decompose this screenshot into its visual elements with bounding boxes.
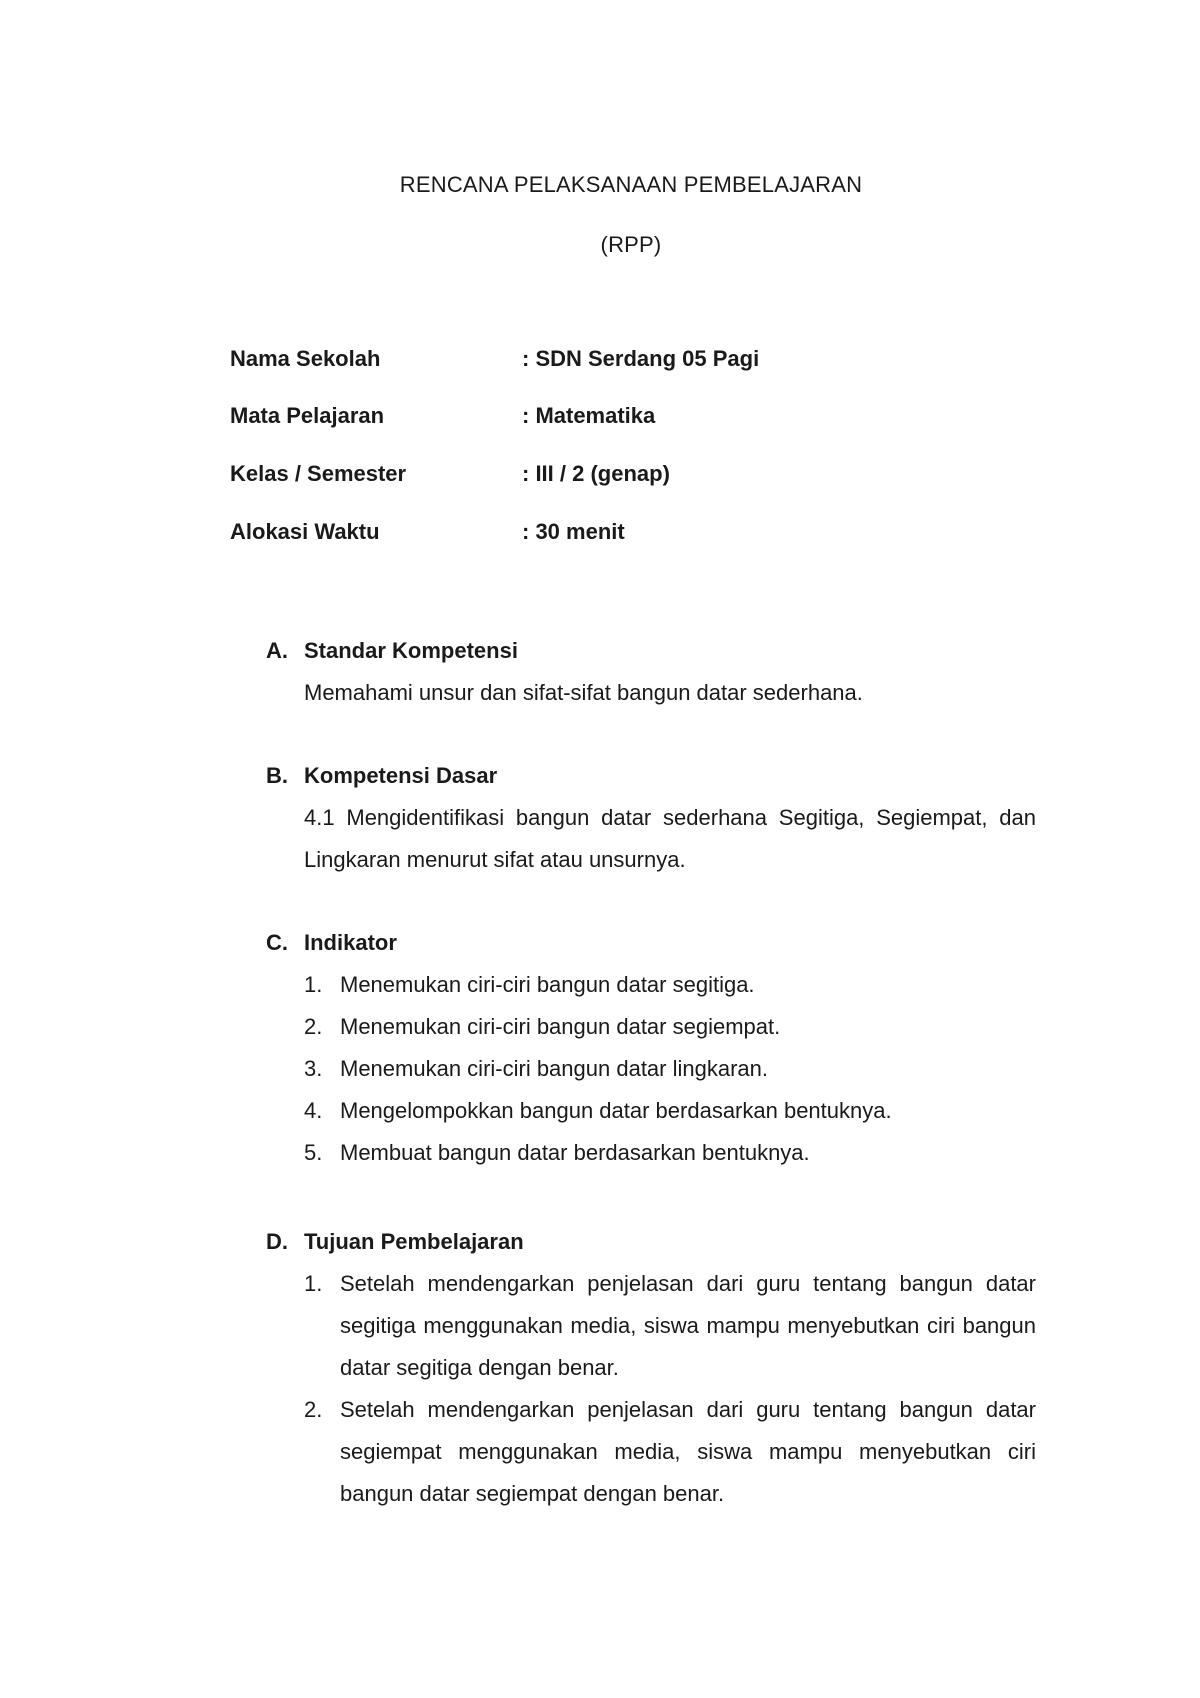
- section-letter: C.: [266, 930, 288, 955]
- item-text: Membuat bangun datar berdasarkan bentuknya.: [340, 1140, 810, 1165]
- section-letter: D.: [266, 1229, 288, 1254]
- list-item: [304, 1048, 1036, 1090]
- item-number: 2.: [304, 1397, 323, 1422]
- list-item: [304, 1090, 1036, 1132]
- document-subtitle: (RPP): [600, 232, 662, 257]
- info-value: : Matematika: [522, 403, 656, 428]
- section-letter: A.: [266, 638, 288, 663]
- item-text: Setelah mendengarkan penjelasan dari guru tentang bangun datar segitiga menggunakan media, siswa mampu menyebutkan ciri bangun datar segitiga dengan benar.: [340, 1271, 1036, 1380]
- section-standar-kompetensi: [266, 630, 1036, 714]
- item-number: 1.: [304, 1271, 323, 1296]
- document-title: RENCANA PELAKSANAAN PEMBELAJARAN: [399, 172, 863, 197]
- item-number: 2.: [304, 1014, 323, 1039]
- item-text: Menemukan ciri-ciri bangun datar segiempat.: [340, 1014, 781, 1039]
- info-value: : 30 menit: [522, 519, 625, 544]
- indicator-list: [266, 964, 1036, 1174]
- section-kompetensi-dasar: [266, 755, 1036, 881]
- section-text: 4.1 Mengidentifikasi bangun datar sederhana Segitiga, Segiempat, dan Lingkaran menurut sifat atau unsurnya.: [304, 805, 1036, 872]
- section-title: Tujuan Pembelajaran: [304, 1229, 524, 1254]
- section-heading: [266, 922, 1036, 964]
- list-item: [304, 1263, 1036, 1389]
- item-text: Menemukan ciri-ciri bangun datar segitiga.: [340, 972, 755, 997]
- list-item: [304, 1006, 1036, 1048]
- list-item: [304, 964, 1036, 1006]
- info-label: Nama Sekolah: [230, 346, 381, 371]
- info-label: Alokasi Waktu: [230, 519, 380, 544]
- section-title: Standar Kompetensi: [304, 638, 518, 663]
- section-heading: [266, 755, 1036, 797]
- section-indikator: [266, 922, 1036, 1174]
- section-title: Kompetensi Dasar: [304, 763, 498, 788]
- section-text: Memahami unsur dan sifat-sifat bangun datar sederhana.: [304, 680, 863, 705]
- info-label: Mata Pelajaran: [230, 403, 385, 428]
- list-item: [304, 1132, 1036, 1174]
- objective-list: [266, 1263, 1036, 1515]
- item-text: Mengelompokkan bangun datar berdasarkan bentuknya.: [340, 1098, 892, 1123]
- info-value: : SDN Serdang 05 Pagi: [522, 346, 760, 371]
- item-number: 4.: [304, 1098, 323, 1123]
- item-number: 3.: [304, 1056, 323, 1081]
- section-letter: B.: [266, 763, 288, 788]
- section-title: Indikator: [304, 930, 397, 955]
- item-number: 1.: [304, 972, 323, 997]
- section-heading: [266, 630, 1036, 672]
- list-item: [304, 1389, 1036, 1515]
- item-text: Menemukan ciri-ciri bangun datar lingkaran.: [340, 1056, 768, 1081]
- section-tujuan-pembelajaran: [266, 1221, 1036, 1515]
- item-text: Setelah mendengarkan penjelasan dari guru tentang bangun datar segiempat menggunakan media, siswa mampu menyebutkan ciri bangun datar segiempat dengan benar.: [340, 1397, 1036, 1506]
- section-heading: [266, 1221, 1036, 1263]
- info-label: Kelas / Semester: [230, 461, 407, 486]
- item-number: 5.: [304, 1140, 323, 1165]
- info-value: : III / 2 (genap): [522, 461, 670, 486]
